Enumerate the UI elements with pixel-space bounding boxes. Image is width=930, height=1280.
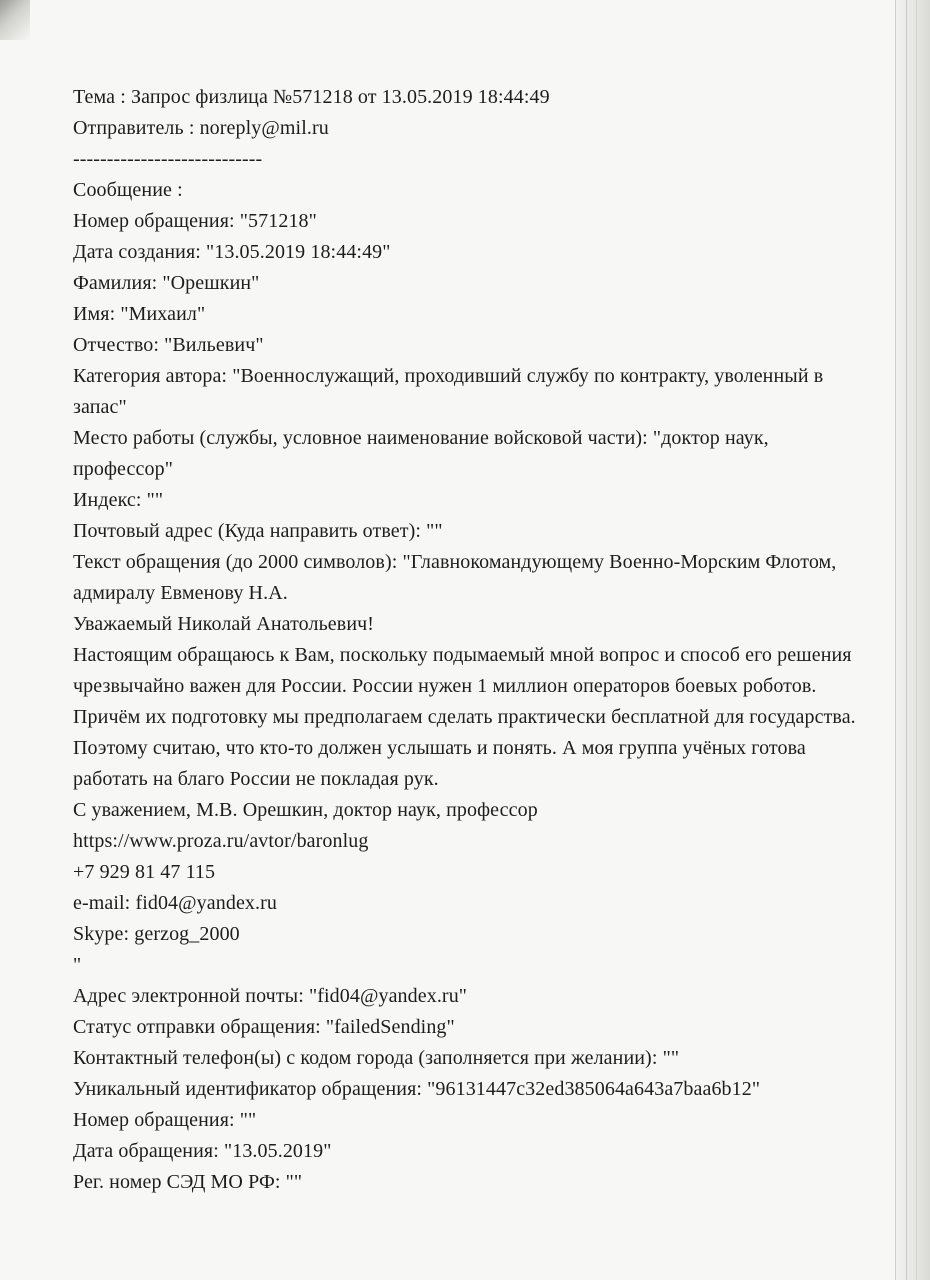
page-stack-edge [895,0,930,1280]
closing-quote: " [73,954,82,976]
corner-shadow [0,0,30,40]
author-category-field: Категория автора: "Военнослужащий, проходивший службу по контракту, уволенный в запас" [73,365,829,418]
divider-line: ---------------------------- [73,148,263,170]
created-date-field: Дата создания: "13.05.2019 18:44:49" [73,241,391,263]
index-field: Индекс: "" [73,489,164,511]
author-email: e-mail: fid04@yandex.ru [73,892,277,914]
reg-number-field: Рег. номер СЭД МО РФ: "" [73,1171,303,1193]
subject-line: Тема : Запрос физлица №571218 от 13.05.2019 18:44:49 [73,86,550,108]
send-status-field: Статус отправки обращения: "failedSending" [73,1016,455,1038]
author-skype: Skype: gerzog_2000 [73,923,240,945]
document-text [73,82,863,1198]
unique-id-field: Уникальный идентификатор обращения: "96131447c32ed385064a643a7baa6b12" [73,1078,761,1100]
letter-greeting: Уважаемый Николай Анатольевич! [73,613,375,635]
postal-address-field: Почтовый адрес (Куда направить ответ): "" [73,520,443,542]
request-number-field: Номер обращения: "571218" [73,210,317,232]
message-label: Сообщение : [73,179,183,201]
workplace-field: Место работы (службы, условное наименование войсковой части): "доктор наук, профессор" [73,427,774,480]
surname-field: Фамилия: "Орешкин" [73,272,260,294]
name-field: Имя: "Михаил" [73,303,206,325]
patronymic-field: Отчество: "Вильевич" [73,334,264,356]
contact-phone-field: Контактный телефон(ы) с кодом города (заполняется при желании): "" [73,1047,680,1069]
email-address-field: Адрес электронной почты: "fid04@yandex.ru" [73,985,468,1007]
letter-body: Настоящим обращаюсь к Вам, поскольку подымаемый мной вопрос и способ его решения чрезвычайно важен для России. России нужен 1 миллион операторов боевых роботов. Причём их подготовку мы предполагаем сделать практически бесплатной для государства. Поэтому считаю, что кто-то должен услышать и понять. А моя группа учёных готова работать на благо России не покладая рук. [73,644,861,790]
request-number-2-field: Номер обращения: "" [73,1109,257,1131]
author-url: https://www.proza.ru/avtor/baronlug [73,830,369,852]
letter-signature: С уважением, М.В. Орешкин, доктор наук, профессор [73,799,538,821]
author-phone: +7 929 81 47 115 [73,861,216,883]
request-date-field: Дата обращения: "13.05.2019" [73,1140,332,1162]
text-intro-field: Текст обращения (до 2000 символов): "Главнокомандующему Военно-Морским Флотом, адмиралу Евменову Н.А. [73,551,842,604]
sender-line: Отправитель : noreply@mil.ru [73,117,329,139]
